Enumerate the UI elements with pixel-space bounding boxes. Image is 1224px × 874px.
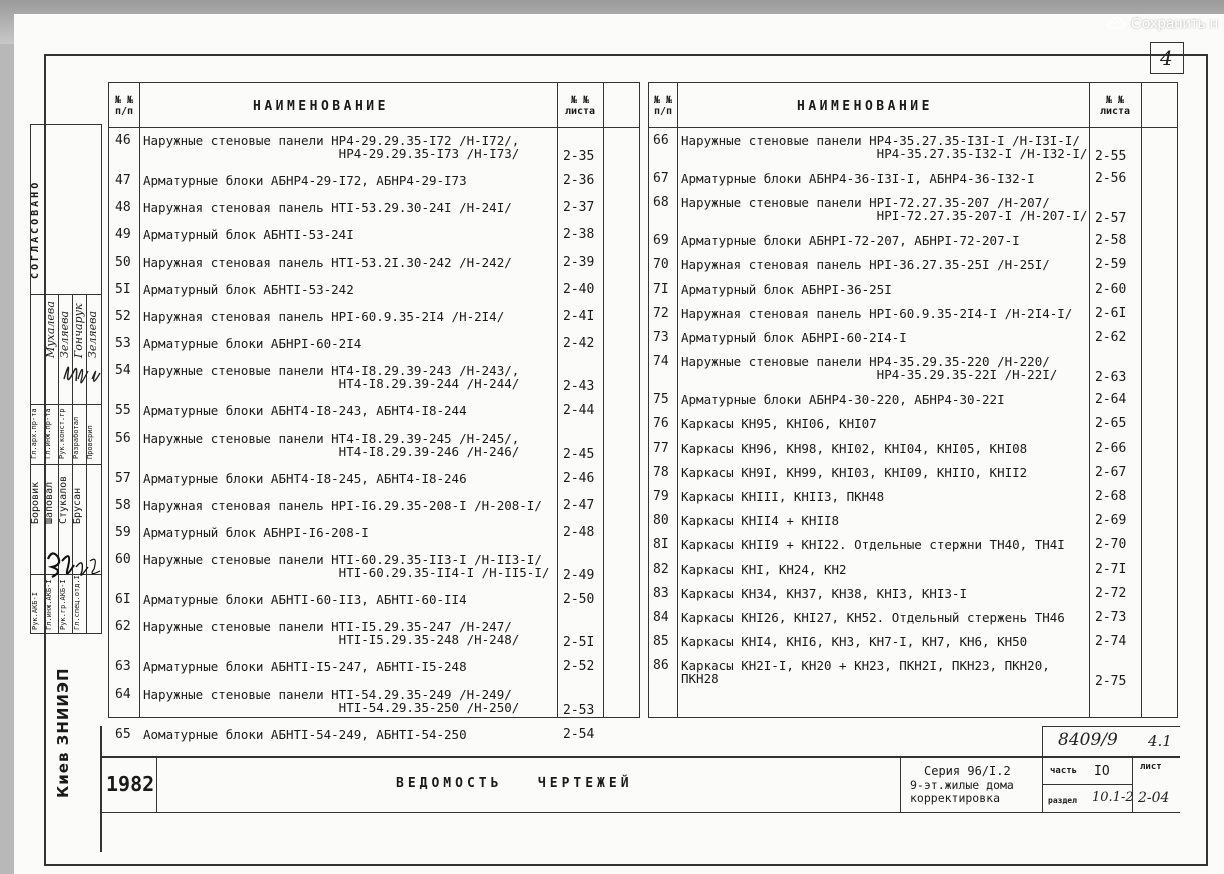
table-row bbox=[649, 350, 1177, 388]
table-row bbox=[109, 169, 639, 196]
table-row bbox=[109, 399, 639, 426]
row-sheet: 2-7I bbox=[1095, 561, 1127, 577]
year: 1982 bbox=[106, 772, 155, 796]
row-title: Наружные стеновые панели НТI-I5.29.35-247 /Н-247/ НТI-I5.29.35-248 /Н-248/ bbox=[143, 619, 520, 648]
row-number: 70 bbox=[653, 257, 669, 273]
row-sheet: 2-59 bbox=[1095, 257, 1127, 273]
row-sheet: 2-65 bbox=[1095, 416, 1127, 432]
table-row bbox=[109, 278, 639, 305]
drawings-table-right bbox=[648, 82, 1178, 718]
part-value: IO bbox=[1094, 764, 1110, 779]
table-row bbox=[109, 332, 639, 359]
row-title: Арматурные блоки АБНТI-I5-247, АБНТI-I5-248 bbox=[143, 659, 467, 675]
row-title: Арматурные блоки АБНТ4-I8-243, АБНТ4-I8-244 bbox=[143, 403, 467, 419]
row-sheet: 2-75 bbox=[1095, 674, 1127, 690]
row-sheet: 2-74 bbox=[1095, 634, 1127, 650]
cloud-save-icon bbox=[1107, 16, 1125, 30]
table-row bbox=[649, 191, 1177, 229]
row-number: 57 bbox=[115, 470, 131, 486]
role-label: Гл.спец.отд.I bbox=[73, 575, 81, 630]
row-sheet: 2-57 bbox=[1095, 211, 1127, 227]
row-title: Арматурный блок АБНРI-I6-208-I bbox=[143, 525, 369, 540]
row-title: Каркасы КНII4 + КНII8 bbox=[681, 513, 840, 529]
row-number: 72 bbox=[653, 305, 669, 321]
row-number: 68 bbox=[653, 195, 669, 211]
row-sheet: 2-50 bbox=[563, 592, 595, 608]
row-title: Арматурные блоки АБНТ4-I8-245, АБНТ4-I8-246 bbox=[143, 470, 467, 486]
header-name: НАИМЕНОВАНИЕ bbox=[797, 99, 933, 114]
row-sheet: 2-43 bbox=[563, 379, 595, 395]
role-label: Гл.арх.пр-та bbox=[30, 408, 38, 459]
table-row bbox=[649, 412, 1177, 436]
table-row bbox=[109, 615, 639, 655]
row-number: 50 bbox=[115, 254, 131, 270]
row-sheet: 2-40 bbox=[563, 281, 595, 297]
row-sheet: 2-36 bbox=[563, 173, 595, 188]
row-number: 78 bbox=[653, 464, 669, 480]
row-title: Наружные стеновые панели НТI-54.29.35-249 /Н-249/ НТI-54.29.35-250 /Н-250/ bbox=[143, 686, 520, 715]
row-title: Каркасы КНI26, КНI27, КН52. Отдельный стержень ТН46 bbox=[681, 610, 1065, 625]
table-row bbox=[109, 129, 639, 169]
row-number: 46 bbox=[115, 133, 131, 148]
row-sheet: 2-44 bbox=[563, 403, 595, 419]
row-number: 47 bbox=[115, 173, 131, 188]
row-title: Наружные стеновые панели НТ4-I8.29.39-245 /Н-245/, НТ4-I8.29.39-246 /Н-246/ bbox=[143, 430, 520, 459]
row-sheet: 2-60 bbox=[1095, 281, 1127, 297]
row-sheet: 2-52 bbox=[563, 659, 595, 675]
table-row bbox=[109, 359, 639, 399]
row-number: 69 bbox=[653, 233, 669, 249]
row-number: 49 bbox=[115, 227, 131, 243]
row-number: 5I bbox=[115, 281, 131, 297]
approver-name: Шаповал bbox=[44, 481, 55, 524]
series-line-1: Серия 96/I.2 bbox=[924, 764, 1011, 778]
row-sheet: 2-5I bbox=[563, 635, 595, 651]
row-number: 66 bbox=[653, 133, 669, 148]
row-sheet: 2-4I bbox=[563, 309, 595, 324]
table-row bbox=[649, 388, 1177, 412]
role-label: Разработал bbox=[72, 416, 80, 459]
row-title: Арматурный блок АБНТI-53-24I bbox=[143, 227, 354, 243]
approver-name: Стукалов bbox=[58, 475, 69, 524]
handwritten-code: 8409/9 bbox=[1058, 730, 1118, 750]
sheet-label: лист bbox=[1140, 762, 1162, 772]
save-button[interactable] bbox=[1099, 10, 1224, 36]
row-title: Каркасы КНI4, КНI6, КН3, КН7-I, КН7, КН6, КН50 bbox=[681, 634, 1028, 650]
row-sheet: 2-56 bbox=[1095, 171, 1127, 186]
table-row bbox=[649, 253, 1177, 277]
row-number: 52 bbox=[115, 309, 131, 324]
table-row bbox=[649, 229, 1177, 253]
role-label: Гл.инж.АКБ-I bbox=[45, 579, 53, 630]
row-title: Наружные стеновые панели НТI-60.29.35-II3-I /Н-II3-I/ НТI-60.29.35-II4-I /Н-II5-I/ bbox=[143, 552, 550, 581]
header-sheet: № № листа bbox=[564, 95, 596, 117]
header-num: № № п/п bbox=[114, 95, 134, 117]
row-title: Арматурный блок АБНРI-60-2I4-I bbox=[681, 330, 907, 345]
row-sheet: 2-66 bbox=[1095, 440, 1127, 456]
row-number: 75 bbox=[653, 392, 669, 408]
row-number: 85 bbox=[653, 634, 669, 650]
row-title: Арматурные блоки АБНР4-29-I72, АБНР4-29-I73 bbox=[143, 173, 467, 188]
row-number: 76 bbox=[653, 416, 669, 432]
drawings-table-left bbox=[108, 82, 640, 742]
row-sheet: 2-38 bbox=[563, 227, 595, 243]
row-number: 67 bbox=[653, 171, 669, 186]
row-sheet: 2-35 bbox=[563, 149, 595, 164]
row-sheet: 2-63 bbox=[1095, 370, 1127, 386]
row-number: 79 bbox=[653, 489, 669, 504]
section-label: раздел bbox=[1048, 796, 1077, 805]
table-row bbox=[109, 548, 639, 588]
table-row bbox=[109, 467, 639, 494]
row-number: 60 bbox=[115, 552, 131, 568]
series-line-2: 9-эт.жилые дома bbox=[910, 778, 1014, 792]
row-number: 58 bbox=[115, 497, 131, 513]
row-sheet: 2-37 bbox=[563, 200, 595, 216]
row-title: Наружная стеновая панель НТI-53.29.30-24I /Н-24I/ bbox=[143, 200, 512, 216]
row-sheet: 2-6I bbox=[1095, 305, 1127, 321]
row-number: 63 bbox=[115, 659, 131, 675]
row-sheet: 2-46 bbox=[563, 470, 595, 486]
role-label: Рук.АКБ-I bbox=[31, 592, 39, 630]
table-row bbox=[109, 305, 639, 332]
role-label: Проверил bbox=[86, 425, 94, 459]
table-row bbox=[649, 167, 1177, 191]
row-sheet: 2-45 bbox=[563, 446, 595, 462]
row-title: Наружная стеновая панель НРI-36.27.35-25I /Н-25I/ bbox=[681, 257, 1050, 273]
table-row bbox=[109, 723, 639, 750]
row-title: Наружная стеновая панель НРI-60.9.35-2I4-I /Н-2I4-I/ bbox=[681, 305, 1073, 321]
header-num: № № п/п bbox=[653, 95, 673, 117]
save-label: Сохранить н bbox=[1131, 14, 1218, 32]
table-row bbox=[109, 521, 639, 548]
row-sheet: 2-55 bbox=[1095, 149, 1127, 164]
row-title: Наружные стеновые панели НТ4-I8.29.39-243 /Н-243/, НТ4-I8.29.39-244 /Н-244/ bbox=[143, 363, 520, 392]
row-sheet: 2-64 bbox=[1095, 392, 1127, 408]
handwritten-code-2: 4.1 bbox=[1148, 732, 1172, 750]
row-title: Арматурный блок АБНРI-36-25I bbox=[681, 281, 892, 297]
row-number: 80 bbox=[653, 513, 669, 529]
role-label: Рук.конст.гр bbox=[58, 408, 66, 459]
role-label: Рук.гр.АКБ-I bbox=[59, 579, 67, 630]
table-row bbox=[649, 302, 1177, 326]
row-sheet: 2-53 bbox=[563, 702, 595, 718]
row-title: Каркасы КН96, КН98, КНI02, КНI04, КНI05, КНI08 bbox=[681, 440, 1028, 456]
row-title: Каркасы КНII9 + КНI22. Отдельные стержни ТН40, ТН4I bbox=[681, 537, 1065, 553]
row-number: 77 bbox=[653, 440, 669, 456]
row-number: 62 bbox=[115, 619, 131, 635]
row-number: 82 bbox=[653, 561, 669, 577]
row-title: Арматурные блоки АБНРI-60-2I4 bbox=[143, 336, 362, 352]
row-sheet: 2-48 bbox=[563, 525, 595, 540]
row-number: 54 bbox=[115, 363, 131, 379]
approver-name: Мухалева bbox=[44, 301, 57, 358]
row-number: 84 bbox=[653, 610, 669, 625]
row-number: 53 bbox=[115, 336, 131, 352]
row-number: 7I bbox=[653, 281, 669, 297]
row-number: 83 bbox=[653, 585, 669, 601]
table-row bbox=[649, 437, 1177, 461]
agreed-label: СОГЛАСОВАНО bbox=[30, 179, 41, 279]
table-row bbox=[109, 494, 639, 521]
table-row bbox=[649, 606, 1177, 630]
row-number: 59 bbox=[115, 525, 131, 540]
table-row bbox=[649, 630, 1177, 654]
row-sheet: 2-62 bbox=[1095, 330, 1127, 345]
row-number: 74 bbox=[653, 354, 669, 370]
table-row bbox=[649, 654, 1177, 692]
row-title: Каркасы КН2I-I, КН20 + КН23, ПКН2I, ПКН23, ПКН20, ПКН28 bbox=[681, 658, 1050, 687]
row-title: Наружная стеновая панель НРI-60.9.35-2I4 /Н-2I4/ bbox=[143, 309, 505, 324]
table-row bbox=[649, 582, 1177, 606]
signature-scribbles bbox=[30, 299, 102, 629]
table-row bbox=[649, 326, 1177, 350]
row-number: 73 bbox=[653, 330, 669, 345]
row-number: 48 bbox=[115, 200, 131, 216]
table-row bbox=[109, 655, 639, 682]
row-title: Наружная стеновая панель НРI-I6.29.35-208-I /Н-208-I/ bbox=[143, 497, 542, 513]
row-sheet: 2-73 bbox=[1095, 610, 1127, 625]
row-number: 64 bbox=[115, 686, 131, 702]
row-number: 86 bbox=[653, 658, 669, 674]
header-name: НАИМЕНОВАНИЕ bbox=[253, 99, 389, 114]
row-number: 55 bbox=[115, 403, 131, 419]
row-sheet: 2-49 bbox=[563, 568, 595, 584]
row-title: Арматурный блок АБНТI-53-242 bbox=[143, 281, 354, 297]
row-title: Арматурные блоки АБНТI-60-II3, АБНТI-60-II4 bbox=[143, 592, 467, 608]
row-title: Наружные стеновые панели НР4-35.29.35-220 /Н-220/ НР4-35.29.35-22I /Н-22I/ bbox=[681, 354, 1058, 383]
table-row bbox=[109, 223, 639, 250]
table-row bbox=[109, 588, 639, 615]
header-sheet: № № листа bbox=[1099, 95, 1131, 117]
role-label: Гл.инж.пр-та bbox=[44, 408, 52, 459]
row-number: 56 bbox=[115, 430, 131, 446]
drawing-sheet bbox=[14, 14, 1224, 874]
row-title: Наружные стеновые панели НРI-72.27.35-207 /Н-207/ НРI-72.27.35-207-I /Н-207-I/ bbox=[681, 195, 1088, 224]
row-sheet: 2-70 bbox=[1095, 537, 1127, 553]
corner-number: 4 bbox=[1160, 46, 1173, 70]
part-label: часть bbox=[1050, 766, 1078, 776]
approver-name: Брусан bbox=[72, 487, 83, 524]
table-row bbox=[649, 533, 1177, 557]
approver-name: Гончарук bbox=[72, 303, 85, 358]
table-row bbox=[109, 251, 639, 278]
row-sheet: 2-39 bbox=[563, 254, 595, 270]
row-title: Арматурные блоки АБНР4-30-220, АБНР4-30-22I bbox=[681, 392, 1005, 408]
row-sheet: 2-68 bbox=[1095, 489, 1127, 504]
document-title: ВЕДОМОСТЬ ЧЕРТЕЖЕЙ bbox=[396, 776, 633, 791]
row-sheet: 2-54 bbox=[563, 726, 595, 742]
table-row bbox=[649, 485, 1177, 509]
table-row bbox=[649, 278, 1177, 302]
row-sheet: 2-47 bbox=[563, 497, 595, 513]
row-title: Наружные стеновые панели НР4-35.27.35-I3I-I /Н-I3I-I/ НР4-35.27.35-I32-I /Н-I32-I/ bbox=[681, 133, 1088, 161]
row-title: Каркасы КНI, КН24, КН2 bbox=[681, 561, 847, 577]
row-sheet: 2-67 bbox=[1095, 464, 1127, 480]
row-sheet: 2-42 bbox=[563, 336, 595, 352]
row-number: 8I bbox=[653, 537, 669, 553]
row-number: 65 bbox=[115, 726, 131, 742]
table-row bbox=[649, 129, 1177, 167]
row-title: Арматурные блоки АБНР4-36-I3I-I, АБНР4-36-I32-I bbox=[681, 171, 1035, 186]
organization-label: Киев ЗНИИЭП bbox=[54, 667, 72, 798]
row-sheet: 2-72 bbox=[1095, 585, 1127, 601]
section-value: 10.1-2 bbox=[1092, 790, 1134, 805]
row-title: Аоматурные блоки АБНТI-54-249, АБНТI-54-250 bbox=[143, 726, 467, 742]
approver-name: Зеляева bbox=[86, 310, 99, 358]
series-line-3: корректировка bbox=[910, 791, 1001, 805]
row-title: Наружная стеновая панель НТI-53.2I.30-242 /Н-242/ bbox=[143, 254, 512, 270]
table-row bbox=[109, 683, 639, 723]
approver-name: Зеляева bbox=[58, 310, 71, 358]
table-row bbox=[649, 509, 1177, 533]
table-row bbox=[109, 196, 639, 223]
row-sheet: 2-69 bbox=[1095, 513, 1127, 529]
sheet-value: 2-04 bbox=[1138, 790, 1170, 806]
row-title: Арматурные блоки АБНРI-72-207, АБНРI-72-207-I bbox=[681, 233, 1020, 249]
row-title: Каркасы КН95, КНI06, КНI07 bbox=[681, 416, 877, 432]
row-number: 6I bbox=[115, 592, 131, 608]
row-title: Каркасы КНIII, КНII3, ПКН48 bbox=[681, 489, 885, 504]
row-sheet: 2-58 bbox=[1095, 233, 1127, 249]
row-title: Каркасы КН9I, КН99, КНI03, КНI09, КНIIO, КНII2 bbox=[681, 464, 1028, 480]
table-row bbox=[649, 558, 1177, 582]
table-row bbox=[109, 427, 639, 467]
table-row bbox=[649, 461, 1177, 485]
approver-name: Боровик bbox=[30, 481, 41, 524]
row-title: Наружные стеновые панели НР4-29.29.35-I72 /Н-I72/, НР4-29.29.35-I73 /Н-I73/ bbox=[143, 133, 520, 161]
row-title: Каркасы КН34, КН37, КН38, КНI3, КНI3-I bbox=[681, 585, 967, 601]
